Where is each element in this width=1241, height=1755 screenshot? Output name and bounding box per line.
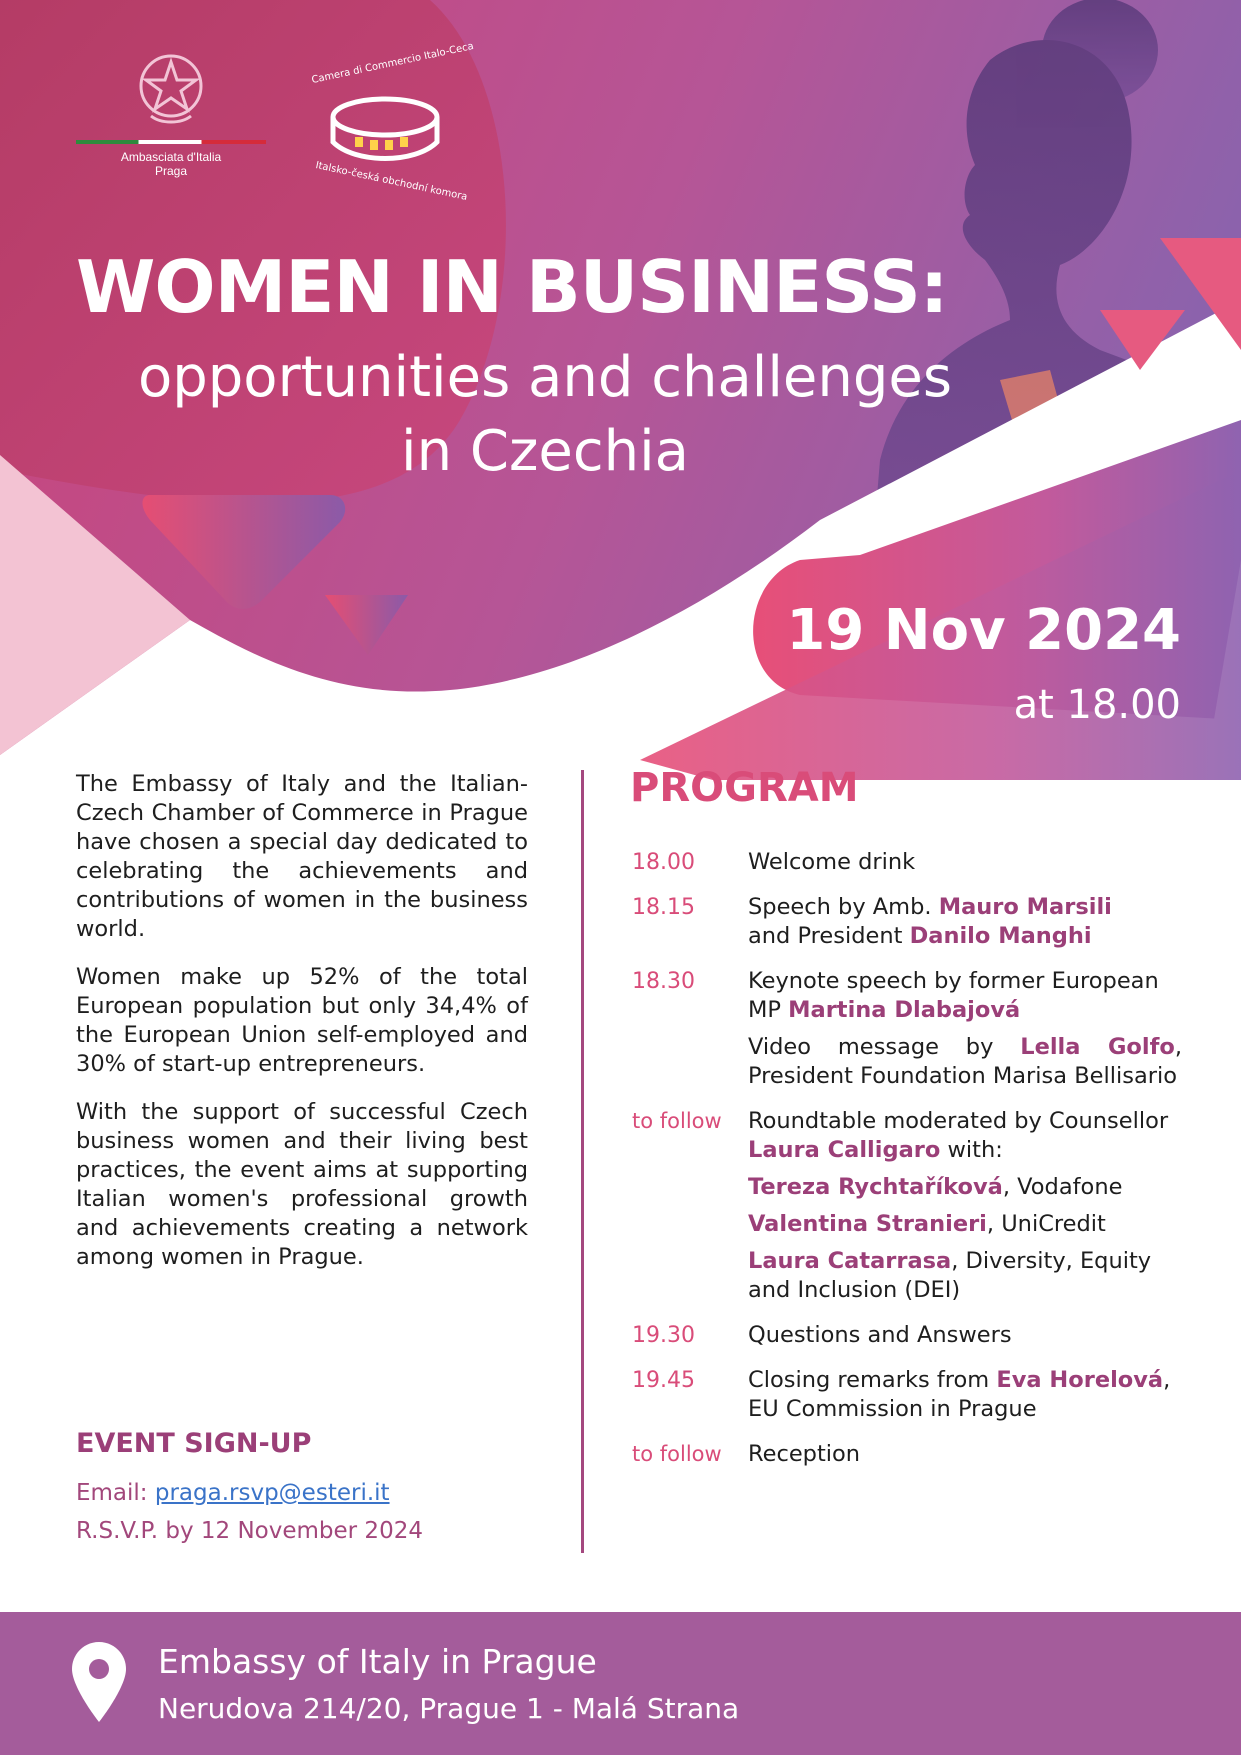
guest-org: , Diversity, Equity and Inclusion (DEI) <box>748 1248 1152 1303</box>
column-divider <box>581 770 584 1553</box>
speaker-name: Mauro Marsili <box>938 894 1112 920</box>
program-text: Keynote speech by former European MP <box>748 968 1159 1023</box>
program-text: Closing remarks from <box>748 1367 997 1393</box>
embassy-logo <box>76 48 266 178</box>
italian-flag-bar <box>76 140 266 144</box>
program-time: to follow <box>632 1442 722 1466</box>
program-time: 18.15 <box>632 895 695 920</box>
embassy-logo-line1: Ambasciata d'Italia <box>120 150 222 164</box>
intro-paragraph-3: With the support of successful Czech business women and their living best practices, the event aims at supporting Italian women's professional growth and achievements creating a network among women in Prague. <box>76 1099 528 1270</box>
intro-text <box>76 770 528 1291</box>
program-text: Video message by <box>748 1034 1021 1060</box>
program-list <box>632 848 1182 1485</box>
signup-email-line <box>76 1480 390 1506</box>
program-desc <box>748 967 1182 1091</box>
speaker-name: Martina Dlabajová <box>788 997 1021 1023</box>
program-desc <box>748 1366 1182 1424</box>
program-title: PROGRAM <box>630 765 859 811</box>
event-subtitle-line2: in Czechia <box>401 419 689 484</box>
program-text: , President Foundation Marisa Bellisario <box>748 1034 1182 1089</box>
program-item <box>632 893 1182 951</box>
event-title: WOMEN IN BUSINESS: <box>76 245 948 329</box>
email-label: Email: <box>76 1480 155 1506</box>
program-time: 19.30 <box>632 1323 695 1348</box>
rsvp-deadline: R.S.V.P. by 12 November 2024 <box>76 1518 423 1544</box>
guest-name: Valentina Stranieri <box>748 1211 987 1237</box>
speaker-name: Danilo Manghi <box>909 923 1092 949</box>
location-pin-icon <box>72 1642 126 1722</box>
program-time: 18.30 <box>632 969 695 994</box>
footer-venue <box>0 1612 1241 1755</box>
guest-name: Laura Catarrasa <box>748 1248 952 1274</box>
signup-title: EVENT SIGN-UP <box>76 1428 312 1459</box>
program-item <box>632 1366 1182 1424</box>
program-desc: Welcome drink <box>748 849 916 875</box>
chamber-logo-bottom-text: Italsko-česká obchodní komora <box>314 160 469 203</box>
program-desc <box>748 1107 1182 1305</box>
program-text: Roundtable moderated by Counsellor <box>748 1108 1169 1134</box>
program-text: and President <box>748 923 910 949</box>
venue-name: Embassy of Italy in Prague <box>158 1642 597 1681</box>
italy-emblem-icon <box>136 48 206 128</box>
program-desc: Reception <box>748 1441 861 1467</box>
arena-icon <box>325 82 445 172</box>
chamber-logo <box>300 40 475 203</box>
program-desc: Questions and Answers <box>748 1322 1012 1348</box>
speaker-name: Laura Calligaro <box>748 1137 941 1163</box>
event-time: at 18.00 <box>1013 682 1181 728</box>
email-link[interactable]: praga.rsvp@esteri.it <box>154 1480 390 1506</box>
guest-org: , UniCredit <box>986 1211 1106 1237</box>
program-text: , EU Commission in Prague <box>748 1367 1171 1422</box>
embassy-logo-line2: Praga <box>154 164 188 178</box>
program-item <box>632 1440 1182 1469</box>
program-time: 19.45 <box>632 1368 695 1393</box>
program-text: with: <box>940 1137 1003 1163</box>
program-time: to follow <box>632 1109 722 1133</box>
event-date: 19 Nov 2024 <box>786 598 1181 663</box>
guest-org: , Vodafone <box>1002 1174 1123 1200</box>
program-text: Speech by Amb. <box>748 894 939 920</box>
guest-name: Tereza Rychtaříková <box>748 1174 1003 1200</box>
program-desc <box>748 893 1182 951</box>
program-item <box>632 848 1182 877</box>
event-subtitle-line1: opportunities and challenges <box>137 345 953 410</box>
program-item <box>632 1321 1182 1350</box>
program-item <box>632 967 1182 1091</box>
speaker-name: Lella Golfo <box>1020 1034 1175 1060</box>
venue-address: Nerudova 214/20, Prague 1 - Malá Strana <box>158 1692 740 1725</box>
intro-paragraph-1: The Embassy of Italy and the Italian-Czech Chamber of Commerce in Prague have chosen a special day dedicated to celebrating the achievements and contributions of women in the business world. <box>76 771 528 942</box>
chamber-logo-top-text: Camera di Commercio Italo-Ceca <box>310 40 475 87</box>
speaker-name: Eva Horelová <box>996 1367 1164 1393</box>
program-item <box>632 1107 1182 1305</box>
program-time: 18.00 <box>632 850 695 875</box>
intro-paragraph-2: Women make up 52% of the total European population but only 34,4% of the European Union self-employed and 30% of start-up entrepreneurs. <box>76 964 528 1077</box>
